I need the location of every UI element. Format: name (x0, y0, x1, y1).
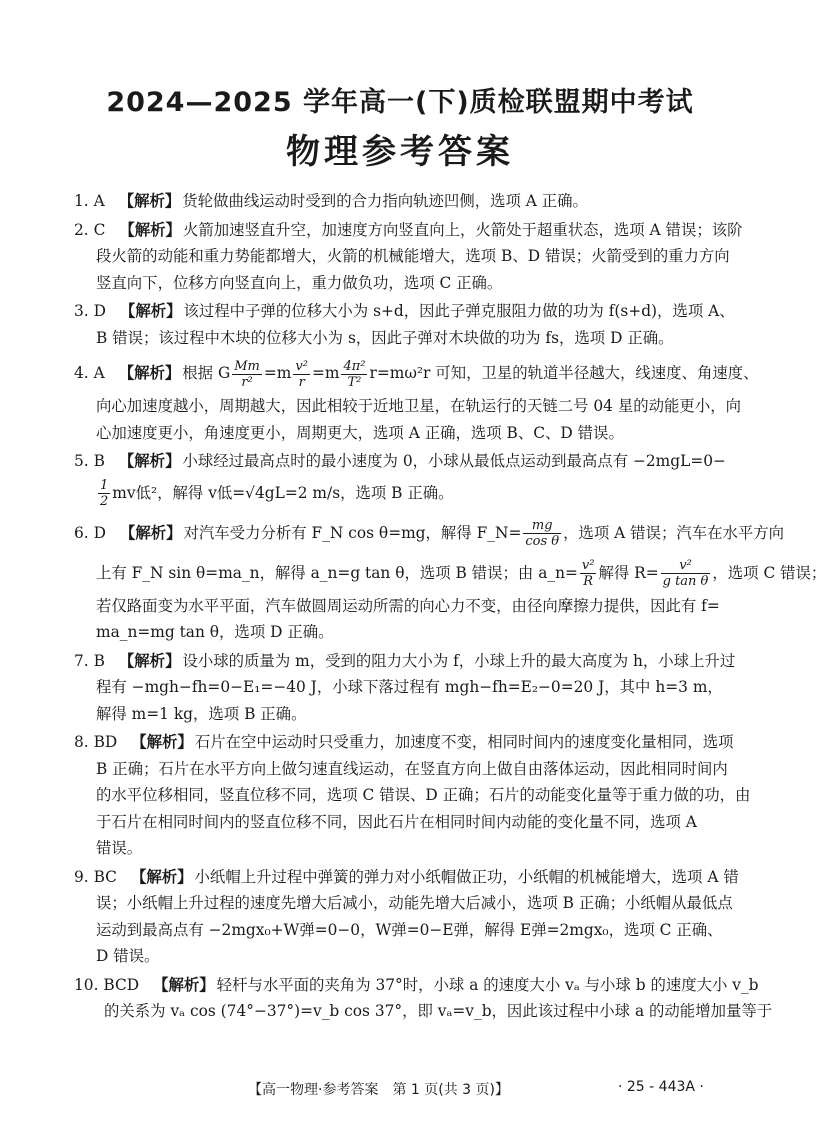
fraction: $\frac{\text{v²}}{R}$ (581, 558, 595, 589)
analysis-tag: 【解析】 (118, 452, 181, 470)
answer-item-7 (74, 648, 736, 728)
answer-text: B 正确；石片在水平方向上做匀速直线运动，在竖直方向上做自由落体运动，因此相同时间内 (96, 759, 728, 778)
answer-text: ，选项 A 错误；汽车在水平方向 (563, 523, 785, 542)
answer-text: 竖直向下，位移方向竖直向上，重力做负功，选项 C 正确。 (96, 273, 503, 292)
analysis-tag: 【解析】 (118, 651, 181, 670)
answer-text: ma_n=mg tan θ，选项 D 正确。 (96, 623, 334, 641)
answer-item-3 (74, 298, 735, 351)
fraction: $\frac{mg}{\text{cos θ}}$ (525, 518, 560, 549)
answer-item-5 (74, 448, 726, 511)
answer-number: 10. BCD (74, 975, 140, 994)
answer-text: 段火箭的动能和重力势能都增大，火箭的机械能增大，选项 B、D 错误；火箭受到的重力方向 (96, 247, 730, 265)
answer-text: 运动到最高点有 −2mgx₀+W弹=0−0，W弹=0−E弹，解得 E弹=2mgx₀，选项 C 正确、 (96, 920, 723, 939)
answer-item-6 (74, 513, 826, 646)
answer-text: 的水平位移相同，竖直位移不同，选项 C 错误、D 正确；石片的动能变化量等于重力做的功，由 (96, 786, 751, 804)
answer-text: B 错误；该过程中木块的位移大小为 s，因此子弹对木块做的功为 fs，选项 D 正确。 (96, 328, 674, 347)
analysis-tag: 【解析】 (119, 302, 182, 320)
answer-list (74, 188, 826, 1027)
analysis-tag: 【解析】 (118, 192, 181, 210)
fraction: $\frac{\text{v²}}{r}$ (295, 358, 308, 390)
answer-item-4: 4. A 【解析】 根据 G $\frac{Mm}{\text{r²}}$ =m $\frac{\text{v²}}{r}$ =m $\frac{\text{4π²}}{\text{T²}}$ r=mω²r 可知，卫星的轨道半径越大，线速度、角速度、 向心加速度越小，周期越大，因此相较于近地卫星，在轨运行的天链二号 04 星的动能更小，向 心加速度更小，角速度更小，周期更大，选项 A 正确，选项 B、C、D 错误。 (74, 353, 726, 446)
analysis-tag: 【解析】 (130, 867, 193, 886)
page-footer (0, 1079, 800, 1101)
answer-text: D 错误。 (96, 947, 160, 965)
exam-title: 2024—2025 学年高一(下)质检联盟期中考试 (106, 87, 694, 118)
fraction: $\frac{\text{v²}}{\text{g tan θ}}$ (662, 558, 709, 589)
answer-text: 心加速度更小，角速度更小，周期更大，选项 A 正确，选项 B、C、D 错误。 (96, 423, 624, 442)
answer-item-10 (74, 972, 773, 1025)
answer-text: 小纸帽上升过程中弹簧的弹力对小纸帽做正功，小纸帽的机械能增大，选项 A 错 (194, 867, 739, 886)
answer-text: r=mω²r 可知，卫星的轨道半径越大，线速度、角速度、 (369, 364, 759, 382)
answer-item-9 (74, 864, 739, 970)
answer-text: 对汽车受力分析有 F_N cos θ=mg，解得 F_N= (183, 523, 522, 542)
answer-number: 4. A (74, 364, 105, 382)
answer-item-2 (74, 217, 743, 297)
answer-text: 的关系为 vₐ cos (74°−37°)=v_b cos 37°，即 vₐ=v_b，因此该过程中小球 a 的动能增加量等于 (104, 1002, 773, 1020)
analysis-tag: 【解析】 (119, 523, 182, 542)
analysis-tag: 【解析】 (153, 975, 215, 994)
answer-text: 石片在空中运动时只受重力，加速度不变，相同时间内的速度变化量相同，选项 (194, 733, 734, 751)
answer-text: 解得 m=1 kg，选项 B 正确。 (96, 704, 307, 723)
answer-number: 7. B (74, 651, 105, 670)
answer-text: 火箭加速竖直升空，加速度方向竖直向上，火箭处于超重状态，选项 A 错误；该阶 (182, 220, 743, 239)
footer-code: · 25 - 443A · (618, 1079, 704, 1095)
answer-text: 上有 F_N sin θ=ma_n，解得 a_n=g tan θ，选项 B 错误；由 a_n= (96, 563, 578, 582)
footer-page-info: 【高一物理·参考答案 第 1 页(共 3 页)】 (248, 1082, 509, 1098)
fraction: $\frac{1}{2}$ (100, 478, 109, 509)
answer-number: 1. A (74, 192, 105, 210)
answer-text: 程有 −mgh−fh=0−E₁=−40 J，小球下落过程有 mgh−fh=E₂−0=20 J，其中 h=3 m， (96, 678, 723, 696)
answer-text: mv低²，解得 v低=√4gL=2 m/s，选项 B 正确。 (112, 483, 454, 502)
answer-text: 小球经过最高点时的最小速度为 0，小球从最低点运动到最高点有 −2mgL=0− (182, 452, 726, 470)
answer-text: 该过程中子弹的位移大小为 s+d，因此子弹克服阻力做的功为 f(s+d)，选项 A、 (183, 302, 735, 320)
answer-text: 轻杆与水平面的夹角为 37°时，小球 a 的速度大小 vₐ 与小球 b 的速度大小 v_b (216, 975, 759, 994)
answer-item-1 (74, 188, 726, 215)
answer-text: 误；小纸帽上升过程的速度先增大后减小，动能先增大后减小，选项 B 正确；小纸帽从最低点 (96, 894, 733, 912)
answer-text: 错误。 (96, 839, 143, 857)
analysis-tag: 【解析】 (118, 364, 181, 382)
answer-item-8 (74, 729, 751, 862)
answer-text: 设小球的质量为 m，受到的阻力大小为 f，小球上升的最大高度为 h，小球上升过 (182, 651, 736, 670)
answer-number: 9. BC (74, 867, 117, 886)
answer-number: 3. D (74, 302, 106, 320)
answer-text: ，选项 C 错误； (712, 563, 826, 582)
fraction: $\frac{\text{4π²}}{\text{T²}}$ (343, 358, 366, 390)
analysis-tag: 【解析】 (119, 220, 181, 239)
analysis-tag: 【解析】 (131, 733, 193, 751)
answer-text: 解得 R= (598, 563, 659, 582)
answer-text: 向心加速度越小，周期越大，因此相较于近地卫星，在轨运行的天链二号 04 星的动能更小，向 (96, 397, 741, 415)
answer-number: 8. BD (74, 733, 118, 751)
answer-key-title: 物理参考答案 (286, 132, 514, 172)
answer-number: 6. D (74, 523, 106, 542)
fraction: $\frac{Mm}{\text{r²}}$ (234, 358, 260, 390)
answer-number: 2. C (74, 220, 106, 239)
answer-number: 5. B (74, 452, 105, 470)
answer-text: 于石片在相同时间内的竖直位移不同，因此石片在相同时间内动能的变化量不同，选项 A (96, 812, 697, 831)
answer-text: 根据 G (182, 364, 231, 382)
answer-text: 若仅路面变为水平平面，汽车做圆周运动所需的向心力不变，由径向摩擦力提供，因此有 f= (96, 596, 720, 615)
answer-text: 货轮做曲线运动时受到的合力指向轨迹凹侧，选项 A 正确。 (182, 192, 588, 210)
